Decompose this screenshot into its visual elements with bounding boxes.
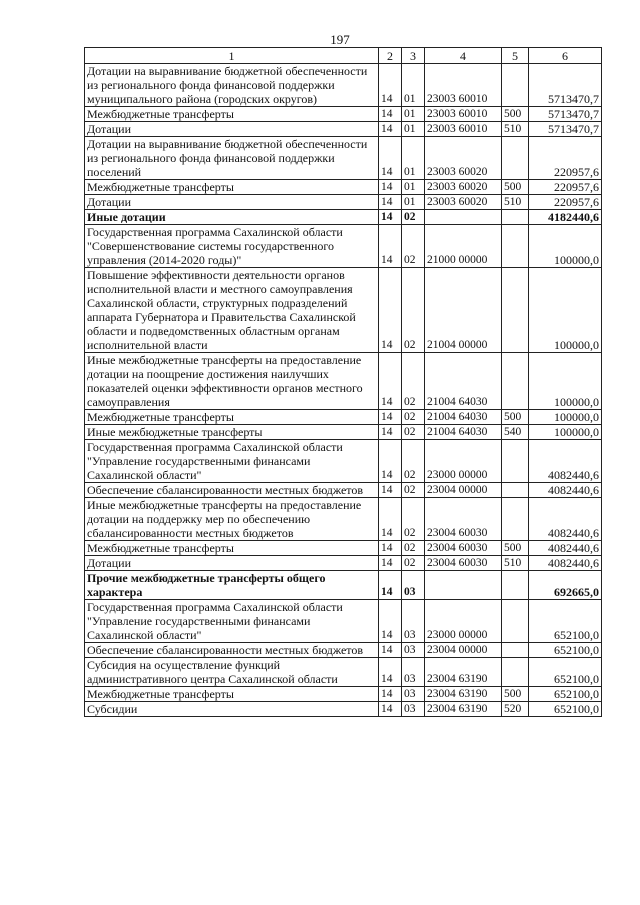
cell-amount: 4082440,6 bbox=[529, 498, 602, 541]
cell-amount: 4182440,6 bbox=[529, 210, 602, 225]
cell-target-article: 23004 60030 bbox=[425, 556, 502, 571]
cell-section: 14 bbox=[379, 498, 402, 541]
cell-target-article: 21004 64030 bbox=[425, 353, 502, 410]
cell-subsection: 03 bbox=[402, 600, 425, 643]
cell-subsection: 02 bbox=[402, 353, 425, 410]
cell-section: 14 bbox=[379, 687, 402, 702]
cell-expense-type bbox=[502, 571, 529, 600]
cell-name: Обеспечение сбалансированности местных бюджетов bbox=[85, 483, 379, 498]
cell-target-article: 23003 60020 bbox=[425, 180, 502, 195]
header-col-1: 1 bbox=[85, 48, 379, 64]
cell-name: Дотации bbox=[85, 556, 379, 571]
table-row bbox=[85, 658, 602, 687]
cell-subsection: 02 bbox=[402, 498, 425, 541]
header-col-5: 5 bbox=[502, 48, 529, 64]
cell-section: 14 bbox=[379, 541, 402, 556]
cell-expense-type bbox=[502, 64, 529, 107]
cell-expense-type: 510 bbox=[502, 195, 529, 210]
cell-name: Межбюджетные трансферты bbox=[85, 541, 379, 556]
cell-amount: 4082440,6 bbox=[529, 483, 602, 498]
table-row bbox=[85, 425, 602, 440]
cell-expense-type bbox=[502, 137, 529, 180]
cell-subsection: 02 bbox=[402, 483, 425, 498]
cell-subsection: 03 bbox=[402, 643, 425, 658]
cell-expense-type bbox=[502, 268, 529, 353]
table-row bbox=[85, 210, 602, 225]
table-row bbox=[85, 122, 602, 137]
cell-amount: 220957,6 bbox=[529, 137, 602, 180]
cell-section: 14 bbox=[379, 425, 402, 440]
cell-target-article: 23000 00000 bbox=[425, 440, 502, 483]
cell-expense-type bbox=[502, 440, 529, 483]
cell-target-article bbox=[425, 210, 502, 225]
cell-subsection: 01 bbox=[402, 107, 425, 122]
cell-target-article: 23004 63190 bbox=[425, 658, 502, 687]
cell-target-article: 23004 63190 bbox=[425, 702, 502, 717]
cell-target-article: 23004 60030 bbox=[425, 498, 502, 541]
cell-amount: 100000,0 bbox=[529, 425, 602, 440]
cell-subsection: 01 bbox=[402, 180, 425, 195]
cell-amount: 5713470,7 bbox=[529, 122, 602, 137]
table-body bbox=[85, 48, 602, 717]
cell-subsection: 02 bbox=[402, 268, 425, 353]
cell-subsection: 03 bbox=[402, 702, 425, 717]
header-row bbox=[85, 48, 602, 64]
table-row bbox=[85, 268, 602, 353]
cell-expense-type: 540 bbox=[502, 425, 529, 440]
cell-expense-type: 500 bbox=[502, 107, 529, 122]
cell-target-article: 23003 60010 bbox=[425, 64, 502, 107]
cell-target-article: 23004 00000 bbox=[425, 643, 502, 658]
cell-amount: 100000,0 bbox=[529, 410, 602, 425]
cell-section: 14 bbox=[379, 107, 402, 122]
cell-section: 14 bbox=[379, 225, 402, 268]
cell-expense-type: 500 bbox=[502, 687, 529, 702]
cell-amount: 4082440,6 bbox=[529, 541, 602, 556]
cell-section: 14 bbox=[379, 353, 402, 410]
cell-target-article: 23004 00000 bbox=[425, 483, 502, 498]
cell-name: Дотации на выравнивание бюджетной обеспеченности из регионального фонда финансовой поддержки поселений bbox=[85, 137, 379, 180]
cell-name: Межбюджетные трансферты bbox=[85, 107, 379, 122]
cell-expense-type bbox=[502, 353, 529, 410]
cell-amount: 100000,0 bbox=[529, 225, 602, 268]
cell-name: Иные дотации bbox=[85, 210, 379, 225]
cell-subsection: 01 bbox=[402, 122, 425, 137]
page-number: 197 bbox=[330, 32, 350, 47]
cell-subsection: 01 bbox=[402, 137, 425, 180]
cell-name: Иные межбюджетные трансферты на предоставление дотации на поощрение достижения наилучших показателей оценки эффективности органов местного самоуправления bbox=[85, 353, 379, 410]
cell-amount: 652100,0 bbox=[529, 600, 602, 643]
cell-expense-type: 500 bbox=[502, 180, 529, 195]
cell-expense-type bbox=[502, 483, 529, 498]
cell-section: 14 bbox=[379, 195, 402, 210]
cell-section: 14 bbox=[379, 410, 402, 425]
table-row bbox=[85, 600, 602, 643]
cell-section: 14 bbox=[379, 268, 402, 353]
cell-name: Дотации bbox=[85, 122, 379, 137]
table-row bbox=[85, 556, 602, 571]
cell-section: 14 bbox=[379, 180, 402, 195]
cell-subsection: 02 bbox=[402, 225, 425, 268]
budget-table bbox=[84, 47, 602, 717]
cell-amount: 5713470,7 bbox=[529, 64, 602, 107]
cell-name: Повышение эффективности деятельности органов исполнительной власти и местного самоуправления Сахалинской области, структурных подразделений аппарата Губернатора и Правительства Сахалинской области и подведомственных областным органам исполнительной власти bbox=[85, 268, 379, 353]
cell-name: Иные межбюджетные трансферты на предоставление дотации на поддержку мер по обеспечению сбалансированности местных бюджетов bbox=[85, 498, 379, 541]
cell-target-article: 23000 00000 bbox=[425, 600, 502, 643]
cell-expense-type: 520 bbox=[502, 702, 529, 717]
table-row bbox=[85, 225, 602, 268]
cell-amount: 5713470,7 bbox=[529, 107, 602, 122]
cell-amount: 220957,6 bbox=[529, 195, 602, 210]
cell-target-article: 21004 64030 bbox=[425, 410, 502, 425]
cell-section: 14 bbox=[379, 556, 402, 571]
table-row bbox=[85, 571, 602, 600]
cell-expense-type bbox=[502, 210, 529, 225]
cell-expense-type bbox=[502, 658, 529, 687]
table-row bbox=[85, 483, 602, 498]
table-row bbox=[85, 498, 602, 541]
cell-subsection: 03 bbox=[402, 571, 425, 600]
cell-name: Иные межбюджетные трансферты bbox=[85, 425, 379, 440]
cell-name: Межбюджетные трансферты bbox=[85, 687, 379, 702]
cell-amount: 652100,0 bbox=[529, 687, 602, 702]
cell-amount: 4082440,6 bbox=[529, 556, 602, 571]
table-row bbox=[85, 541, 602, 556]
cell-amount: 220957,6 bbox=[529, 180, 602, 195]
table-row bbox=[85, 64, 602, 107]
cell-name: Государственная программа Сахалинской области "Совершенствование системы государственного управления (2014-2020 годы)" bbox=[85, 225, 379, 268]
table-row bbox=[85, 107, 602, 122]
cell-section: 14 bbox=[379, 64, 402, 107]
cell-expense-type bbox=[502, 225, 529, 268]
cell-target-article: 23003 60020 bbox=[425, 137, 502, 180]
header-col-6: 6 bbox=[529, 48, 602, 64]
cell-subsection: 03 bbox=[402, 658, 425, 687]
cell-expense-type: 510 bbox=[502, 556, 529, 571]
cell-name: Субсидия на осуществление функций административного центра Сахалинской области bbox=[85, 658, 379, 687]
table-row bbox=[85, 410, 602, 425]
cell-amount: 100000,0 bbox=[529, 268, 602, 353]
cell-name: Субсидии bbox=[85, 702, 379, 717]
cell-amount: 4082440,6 bbox=[529, 440, 602, 483]
cell-target-article: 21000 00000 bbox=[425, 225, 502, 268]
table-row bbox=[85, 137, 602, 180]
table-row bbox=[85, 180, 602, 195]
cell-name: Межбюджетные трансферты bbox=[85, 180, 379, 195]
cell-subsection: 02 bbox=[402, 541, 425, 556]
cell-section: 14 bbox=[379, 702, 402, 717]
cell-amount: 100000,0 bbox=[529, 353, 602, 410]
cell-expense-type: 500 bbox=[502, 541, 529, 556]
cell-section: 14 bbox=[379, 658, 402, 687]
cell-amount: 652100,0 bbox=[529, 702, 602, 717]
cell-subsection: 02 bbox=[402, 425, 425, 440]
header-col-3: 3 bbox=[402, 48, 425, 64]
cell-section: 14 bbox=[379, 122, 402, 137]
cell-subsection: 02 bbox=[402, 556, 425, 571]
cell-subsection: 02 bbox=[402, 210, 425, 225]
cell-name: Государственная программа Сахалинской области "Управление государственными финансами Сахалинской области" bbox=[85, 600, 379, 643]
cell-name: Дотации на выравнивание бюджетной обеспеченности из регионального фонда финансовой поддержки муниципального района (городских округов) bbox=[85, 64, 379, 107]
cell-section: 14 bbox=[379, 137, 402, 180]
cell-section: 14 bbox=[379, 210, 402, 225]
table-row bbox=[85, 195, 602, 210]
cell-section: 14 bbox=[379, 643, 402, 658]
cell-section: 14 bbox=[379, 440, 402, 483]
table-row bbox=[85, 702, 602, 717]
cell-subsection: 02 bbox=[402, 440, 425, 483]
cell-amount: 692665,0 bbox=[529, 571, 602, 600]
cell-target-article: 21004 64030 bbox=[425, 425, 502, 440]
cell-expense-type bbox=[502, 600, 529, 643]
cell-subsection: 01 bbox=[402, 195, 425, 210]
cell-target-article bbox=[425, 571, 502, 600]
cell-expense-type: 510 bbox=[502, 122, 529, 137]
cell-expense-type bbox=[502, 498, 529, 541]
cell-section: 14 bbox=[379, 483, 402, 498]
cell-subsection: 02 bbox=[402, 410, 425, 425]
cell-section: 14 bbox=[379, 571, 402, 600]
cell-target-article: 23004 63190 bbox=[425, 687, 502, 702]
cell-name: Прочие межбюджетные трансферты общего характера bbox=[85, 571, 379, 600]
cell-target-article: 23003 60020 bbox=[425, 195, 502, 210]
cell-subsection: 03 bbox=[402, 687, 425, 702]
cell-name: Государственная программа Сахалинской области "Управление государственными финансами Сахалинской области" bbox=[85, 440, 379, 483]
cell-section: 14 bbox=[379, 600, 402, 643]
cell-amount: 652100,0 bbox=[529, 658, 602, 687]
cell-target-article: 21004 00000 bbox=[425, 268, 502, 353]
cell-expense-type bbox=[502, 643, 529, 658]
table-row bbox=[85, 440, 602, 483]
cell-name: Межбюджетные трансферты bbox=[85, 410, 379, 425]
cell-target-article: 23004 60030 bbox=[425, 541, 502, 556]
table-row bbox=[85, 353, 602, 410]
cell-name: Обеспечение сбалансированности местных бюджетов bbox=[85, 643, 379, 658]
cell-target-article: 23003 60010 bbox=[425, 107, 502, 122]
table-row bbox=[85, 687, 602, 702]
header-col-4: 4 bbox=[425, 48, 502, 64]
cell-name: Дотации bbox=[85, 195, 379, 210]
cell-expense-type: 500 bbox=[502, 410, 529, 425]
header-col-2: 2 bbox=[379, 48, 402, 64]
cell-amount: 652100,0 bbox=[529, 643, 602, 658]
table-row bbox=[85, 643, 602, 658]
cell-target-article: 23003 60010 bbox=[425, 122, 502, 137]
cell-subsection: 01 bbox=[402, 64, 425, 107]
